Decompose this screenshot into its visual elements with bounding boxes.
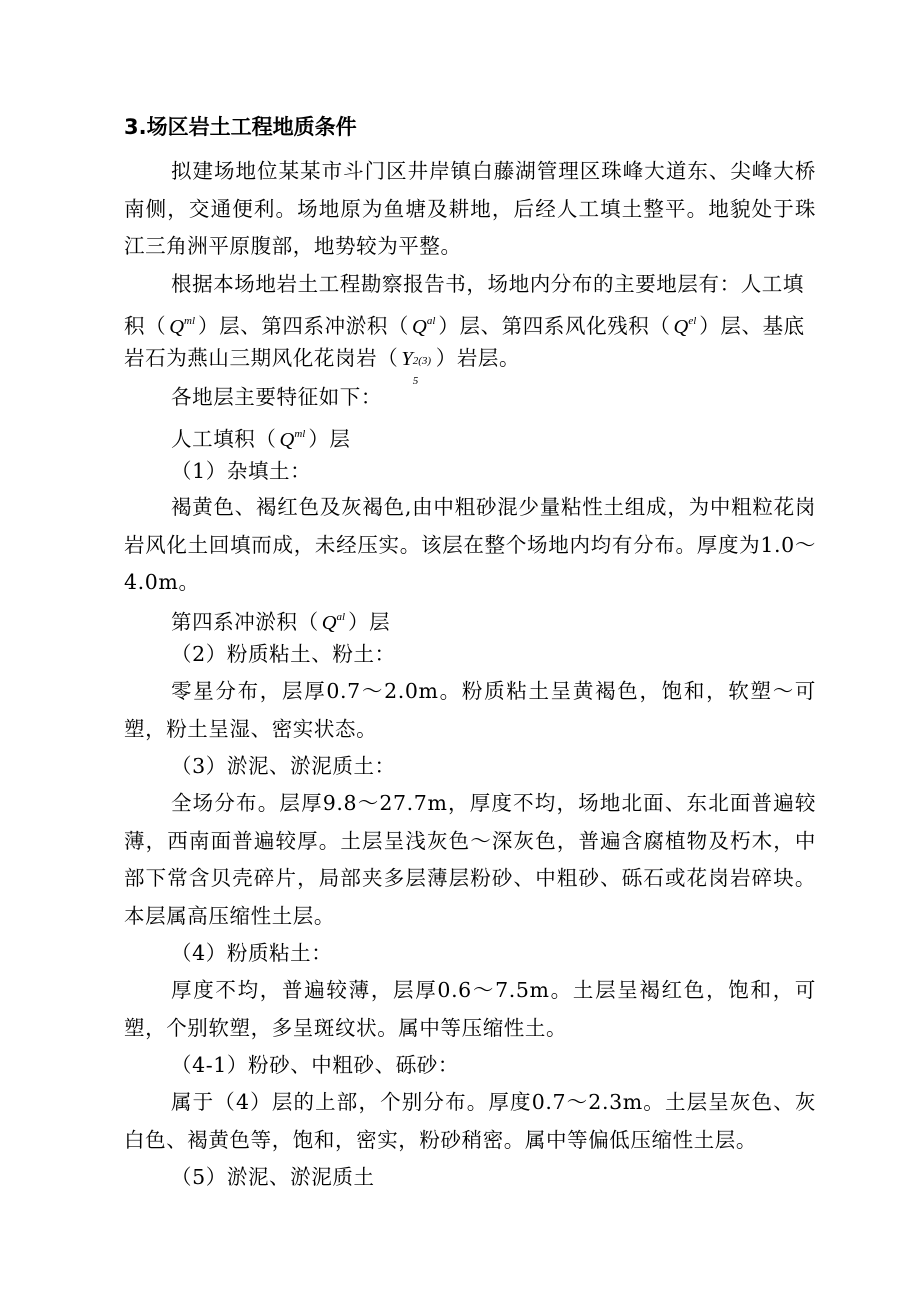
sublayer-4-1-title: （4-1）粉砂、中粗砂、砾砂： [171,1053,460,1077]
layer-heading-fill: 人工填积（ $Q^{ml}$ ）层 [171,427,351,451]
sublayer-4-description: 厚度不均，普遍较薄，层厚0.6～7.5m。土层呈褐红色，饱和，可塑，个别软塑，多呈斑纹状。属中等压缩性土。 [124,978,816,1040]
strata-intro-line-3 [124,340,521,387]
sublayer-2-title: （2）粉质粘土、粉土： [171,642,396,666]
strata-intro-text: 岩石为燕山三期风化花岗岩（ [124,346,399,370]
sublayer-2-description: 零星分布，层厚0.7～2.0m。粉质粘土呈黄褐色，饱和，软塑～可塑，粉土呈湿、密实状态。 [124,679,816,741]
layer-heading-alluvial: 第四系冲淤积（ $Q^{al}$ ）层 [171,610,391,634]
strata-intro-text: 根据本场地岩土工程勘察报告书，场地内分布的主要地层有：人工填 [171,272,804,296]
strata-intro-text: ）层、基底 [699,314,805,338]
sublayer-5-title: （5）淤泥、淤泥质土 [171,1165,375,1189]
sublayer-4-title: （4）粉质粘土： [171,941,333,965]
strata-intro-text: 积（ [124,314,167,338]
sublayer-4-1-description: 属于（4）层的上部，个别分布。厚度0.7～2.3m。土层呈灰色、灰白色、褐黄色等，饱和，密实，粉砂稍密。属中等偏低压缩性土层。 [124,1090,816,1152]
granite-symbol: Y 5 2(3) [401,348,432,387]
quaternary-fill-symbol: $Q^{ml}$ [279,428,306,451]
sublayer-3-title: （3）淤泥、淤泥质土： [171,754,396,778]
strata-intro-line-1 [171,266,804,304]
sublayer-1-title: （1）杂填土： [171,459,312,483]
quaternary-fill-symbol: $Q^{ml}$ [169,315,196,338]
site-location-paragraph: 拟建场地位某某市斗门区井岸镇白藤湖管理区珠峰大道东、尖峰大桥南侧，交通便利。场地原为鱼塘及耕地，后经人工填土整平。地貌处于珠江三角洲平原腹部，地势较为平整。 [124,159,816,258]
quaternary-alluvial-symbol: $Q^{al}$ [321,611,346,634]
section-heading: 3.场区岩土工程地质条件 [124,115,357,139]
quaternary-alluvial-symbol: $Q^{al}$ [412,315,436,338]
strata-intro-text: ）层、第四系冲淤积（ [198,314,410,338]
strata-intro-text: ）岩层。 [435,346,521,370]
strata-intro-text: ）层、第四系风化残积（ [438,314,671,338]
sublayer-3-description: 全场分布。层厚9.8～27.7m，厚度不均，场地北面、东北面普遍较薄，西南面普遍较厚。土层呈浅灰色～深灰色，普遍含腐植物及朽木，中部下常含贝壳碎片，局部夹多层薄层粉砂、中粗砂、砾石或花岗岩碎块。本层属高压缩性土层。 [124,791,816,928]
features-intro: 各地层主要特征如下： [171,385,382,409]
sublayer-1-description: 褐黄色、褐红色及灰褐色,由中粗砂混少量粘性土组成，为中粗粒花岗岩风化土回填而成，未经压实。该层在整个场地内均有分布。厚度为1.0～4.0m。 [124,495,816,594]
quaternary-eluvial-symbol: $Q^{el}$ [673,315,697,338]
